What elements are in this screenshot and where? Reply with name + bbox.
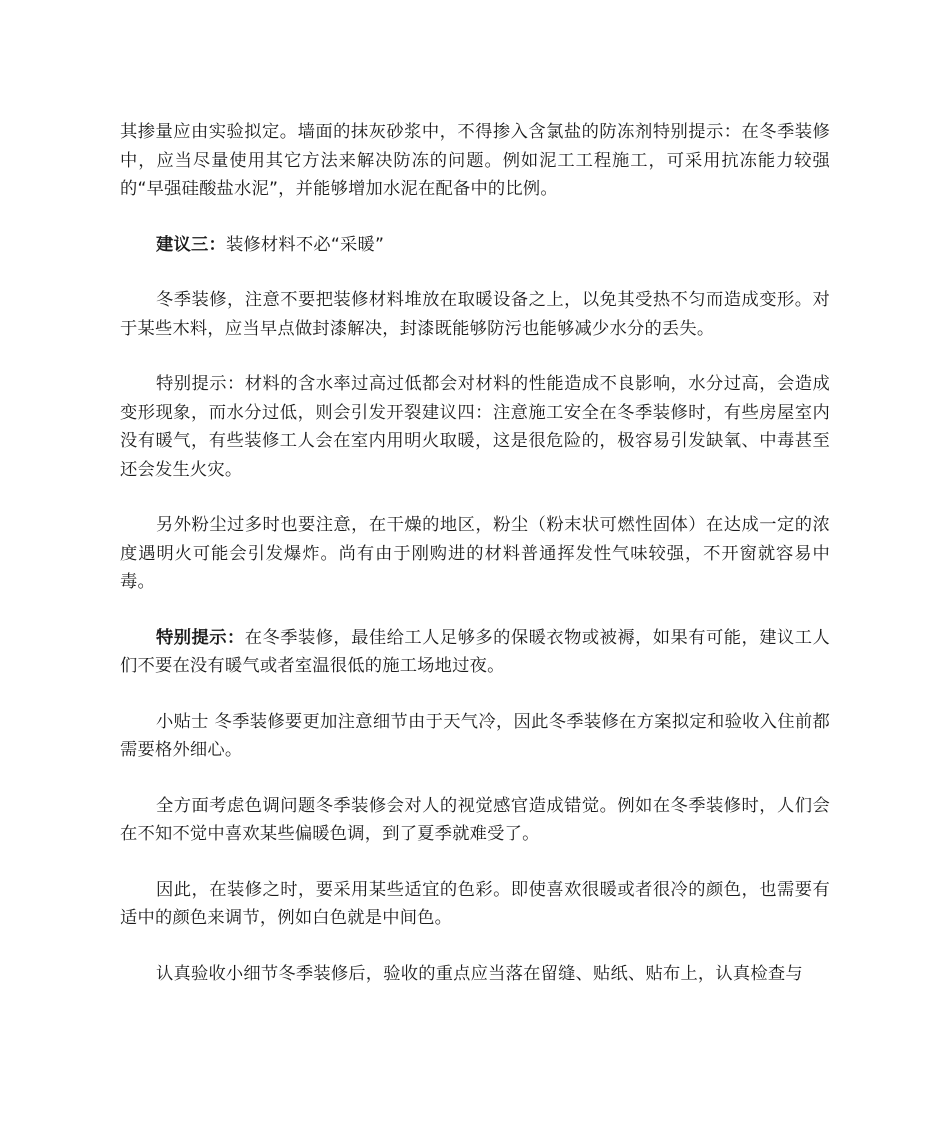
paragraph-text: 装修材料不必“采暖” [225,234,385,255]
paragraph-text: 特别提示：材料的含水率过高过低都会对材料的性能造成不良影响，水分过高，会造成变形现象，而水分过低，则会引发开裂建议四：注意施工安全在冬季装修时，有些房屋室内没有暖气，有些装修工人会在室内用明火取暖，这是很危险的，极容易引发缺氧、中毒甚至还会发生火灾。 [120,374,830,480]
paragraph-text: 全方面考虑色调问题冬季装修会对人的视觉感官造成错觉。例如在冬季装修时，人们会在不知不觉中喜欢某些偏暖色调，到了夏季就难受了。 [120,795,830,844]
paragraph-7 [120,708,830,765]
paragraph-text: 认真验收小细节冬季装修后，验收的重点应当落在留缝、贴纸、贴布上，认真检查与 [156,963,803,984]
paragraph-10 [120,960,830,989]
paragraph-9 [120,876,830,933]
paragraph-lead: 建议三： [156,234,226,255]
paragraph-text: 小贴士 冬季装修要更加注意细节由于天气冷，因此冬季装修在方案拟定和验收入住前都需要格外细心。 [120,711,830,760]
paragraph-1 [120,118,830,204]
paragraph-text: 其掺量应由实验拟定。墙面的抹灰砂浆中，不得掺入含氯盐的防冻剂特别提示：在冬季装修中，应当尽量使用其它方法来解决防冻的问题。例如泥工工程施工，可采用抗冻能力较强的“早强硅酸盐水泥”，并能够增加水泥在配备中的比例。 [120,122,830,199]
paragraph-text: 在冬季装修，最佳给工人足够多的保暖衣物或被褥，如果有可能，建议工人们不要在没有暖气或者室温很低的施工场地过夜。 [120,627,830,676]
paragraph-text: 另外粉尘过多时也要注意，在干燥的地区，粉尘（粉末状可燃性固体）在达成一定的浓度遇明火可能会引发爆炸。尚有由于刚购进的材料普通挥发性气味较强，不开窗就容易中毒。 [120,515,830,592]
paragraph-3 [120,286,830,343]
paragraph-text: 冬季装修，注意不要把装修材料堆放在取暖设备之上，以免其受热不匀而造成变形。对于某些木料，应当早点做封漆解决，封漆既能够防污也能够减少水分的丢失。 [120,290,830,339]
paragraph-text: 因此，在装修之时，要采用某些适宜的色彩。即使喜欢很暖或者很冷的颜色，也需要有适中的颜色来调节，例如白色就是中间色。 [120,879,830,928]
paragraph-4 [120,370,830,484]
paragraph-6 [120,624,830,681]
paragraph-8 [120,792,830,849]
paragraph-lead: 特别提示： [156,627,245,648]
paragraph-5 [120,511,830,597]
paragraph-2-heading [120,231,830,260]
